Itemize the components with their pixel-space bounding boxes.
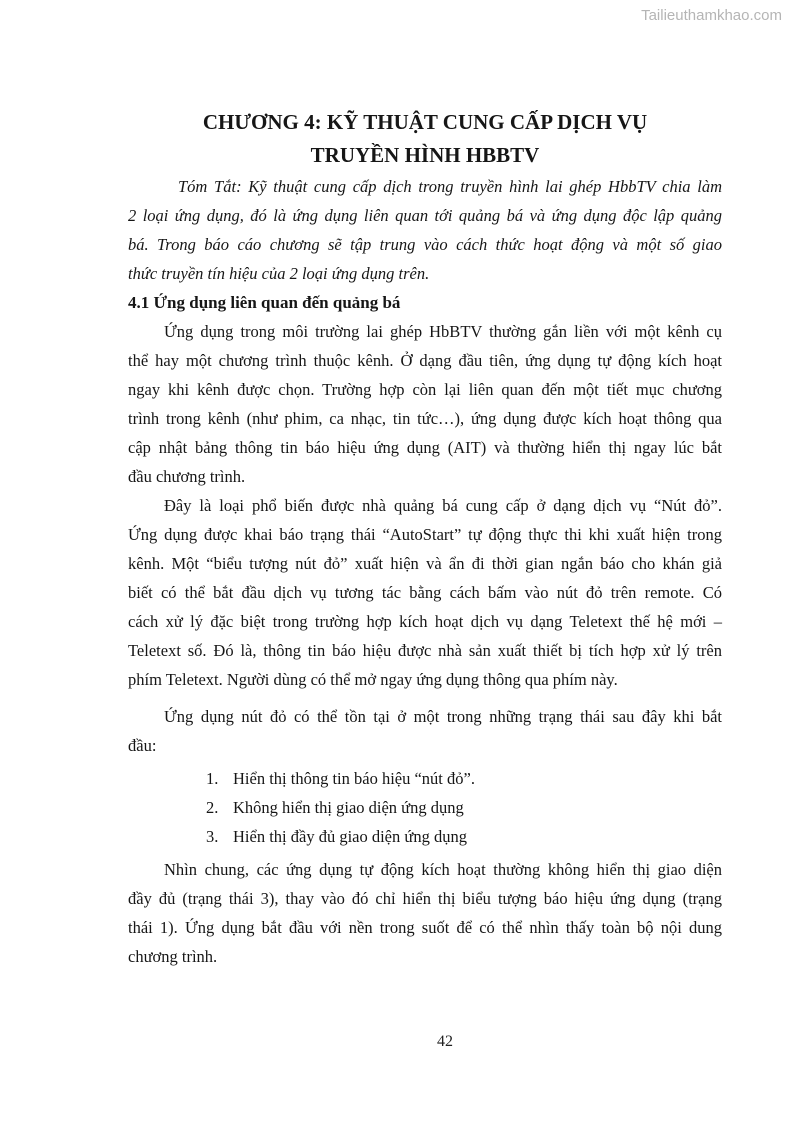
numbered-list xyxy=(128,764,722,851)
text-line: biết có thể bắt đầu dịch vụ tương tác bằng cách bấm vào nút đỏ trên remote. Có xyxy=(128,583,722,602)
list-item xyxy=(128,822,722,851)
text-line: thể hay một chương trình thuộc kênh. Ở dạng đầu tiên, ứng dụng tự động kích hoạt xyxy=(128,351,722,370)
abstract-paragraph xyxy=(128,172,722,288)
text-line: bá. Trong báo cáo chương sẽ tập trung vào cách thức hoạt động và một số giao xyxy=(128,235,722,254)
list-item-number: 3. xyxy=(206,827,219,846)
chapter-title xyxy=(128,106,722,172)
list-item-number: 1. xyxy=(206,769,219,788)
text-line: Ứng dụng được khai báo trạng thái “AutoStart” tự động thực thi khi xuất hiện trong xyxy=(128,525,722,544)
text-line: phím Teletext. Người dùng có thể mở ngay ứng dụng thông qua phím này. xyxy=(128,670,618,689)
text-line: đầu: xyxy=(128,736,157,755)
text-line: cách xử lý đặc biệt trong trường hợp kích hoạt dịch vụ dạng Teletext thế hệ mới – xyxy=(128,612,722,631)
text-line: Teletext số. Đó là, thông tin báo hiệu được nhà sản xuất thiết bị tích hợp xử lý trên xyxy=(128,641,722,660)
text-line: đầy đủ (trạng thái 3), thay vào đó chỉ hiển thị biểu tượng báo hiệu ứng dụng (trạng xyxy=(128,889,722,908)
text-line: đầu chương trình. xyxy=(128,467,246,486)
text-line: Nhìn chung, các ứng dụng tự động kích hoạt thường không hiển thị giao diện xyxy=(164,860,722,879)
list-item xyxy=(128,793,722,822)
text-line: Ứng dụng trong môi trường lai ghép HbBTV thường gắn liền với một kênh cụ xyxy=(164,322,722,341)
text-line: cập nhật bảng thông tin báo hiệu ứng dụng (AIT) và thường hiển thị ngay lúc bắt xyxy=(128,438,722,457)
text-line: Tóm Tắt: Kỹ thuật cung cấp dịch trong truyền hình lai ghép HbbTV chia làm xyxy=(178,177,722,196)
body-paragraph-1 xyxy=(128,317,722,491)
text-line: trình trong kênh (như phim, ca nhạc, tin tức…), ứng dụng được kích hoạt thông qua xyxy=(128,409,722,428)
body-paragraph-4 xyxy=(128,855,722,971)
text-line: ngay khi kênh được chọn. Trường hợp còn lại liên quan đến một tiết mục chương xyxy=(128,380,722,399)
body-paragraph-3 xyxy=(128,702,722,760)
section-heading: 4.1 Ứng dụng liên quan đến quảng bá xyxy=(128,293,401,312)
chapter-title-line-1: CHƯƠNG 4: KỸ THUẬT CUNG CẤP DỊCH VỤ xyxy=(202,110,648,134)
body-paragraph-2 xyxy=(128,491,722,694)
list-item-number: 2. xyxy=(206,798,219,817)
text-line: Ứng dụng nút đỏ có thể tồn tại ở một trong những trạng thái sau đây khi bắt xyxy=(164,707,722,726)
list-item xyxy=(128,764,722,793)
text-line: 2 loại ứng dụng, đó là ứng dụng liên quan tới quảng bá và ứng dụng độc lập quảng xyxy=(128,206,722,225)
text-line: kênh. Một “biểu tượng nút đỏ” xuất hiện và ẩn đi thời gian ngắn báo cho khán giả xyxy=(128,554,722,573)
text-line: chương trình. xyxy=(128,947,218,966)
page-number: 42 xyxy=(437,1033,453,1050)
text-line: thái 1). Ứng dụng bắt đầu với nền trong suốt để có thể nhìn thấy toàn bộ nội dung xyxy=(128,918,722,937)
watermark: Tailieuthamkhao.com xyxy=(641,7,782,24)
text-line: thức truyền tín hiệu của 2 loại ứng dụng trên. xyxy=(128,264,430,283)
list-item-text: Hiển thị đầy đủ giao diện ứng dụng xyxy=(233,827,467,846)
list-item-text: Không hiển thị giao diện ứng dụng xyxy=(233,798,464,817)
text-line: Đây là loại phổ biến được nhà quảng bá cung cấp ở dạng dịch vụ “Nút đỏ”. xyxy=(164,496,722,515)
chapter-title-line-2: TRUYỀN HÌNH HBBTV xyxy=(310,143,540,167)
list-item-text: Hiển thị thông tin báo hiệu “nút đỏ”. xyxy=(233,769,475,788)
